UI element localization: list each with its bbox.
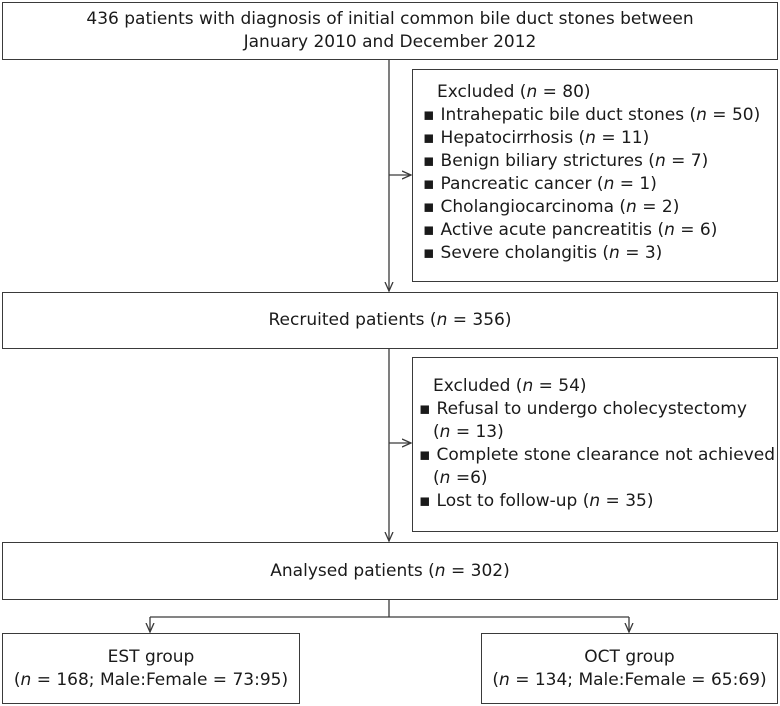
oct-group-box bbox=[481, 633, 778, 704]
est-group-detail: (n = 168; Male:Female = 73:95) bbox=[13, 669, 289, 690]
excluded-box-2 bbox=[412, 357, 778, 532]
excluded-1-item: ▪ Benign biliary strictures (n = 7) bbox=[423, 150, 777, 173]
excluded-2-item-continuation: (n = 13) bbox=[433, 422, 504, 442]
est-group-box bbox=[2, 633, 300, 704]
analysed-patients-label: Analysed patients (n = 302) bbox=[270, 560, 510, 581]
excluded-1-item: ▪ Active acute pancreatitis (n = 6) bbox=[423, 219, 777, 242]
excluded-1-item: ▪ Pancreatic cancer (n = 1) bbox=[423, 173, 777, 196]
initial-patients-line1: 436 patients with diagnosis of initial common bile duct stones between bbox=[86, 9, 694, 29]
recruited-patients-label: Recruited patients (n = 356) bbox=[268, 310, 512, 330]
initial-patients-line2: January 2010 and December 2012 bbox=[243, 32, 537, 52]
excluded-2-item: ▪ Refusal to undergo cholecystectomy bbox=[419, 398, 777, 421]
excluded-1-item: ▪ Severe cholangitis (n = 3) bbox=[423, 242, 777, 265]
excluded-box-1 bbox=[412, 69, 778, 282]
excluded-1-header: Excluded (n = 80) bbox=[437, 82, 591, 102]
excluded-2-item: ▪ Lost to follow-up (n = 35) bbox=[419, 490, 777, 513]
analysed-patients-box bbox=[2, 542, 778, 600]
oct-group-title: OCT group bbox=[584, 646, 675, 667]
excluded-1-item: ▪ Hepatocirrhosis (n = 11) bbox=[423, 127, 777, 150]
excluded-1-item: ▪ Cholangiocarcinoma (n = 2) bbox=[423, 196, 777, 219]
excluded-2-header: Excluded (n = 54) bbox=[433, 376, 587, 396]
est-group-title: EST group bbox=[107, 646, 195, 667]
excluded-1-item: ▪ Intrahepatic bile duct stones (n = 50) bbox=[423, 104, 777, 127]
initial-patients-box bbox=[2, 2, 778, 60]
excluded-2-item-continuation: (n =6) bbox=[433, 468, 488, 488]
recruited-patients-box bbox=[2, 292, 778, 349]
excluded-2-item: ▪ Complete stone clearance not achieved bbox=[419, 444, 777, 467]
oct-group-detail: (n = 134; Male:Female = 65:69) bbox=[492, 669, 767, 690]
